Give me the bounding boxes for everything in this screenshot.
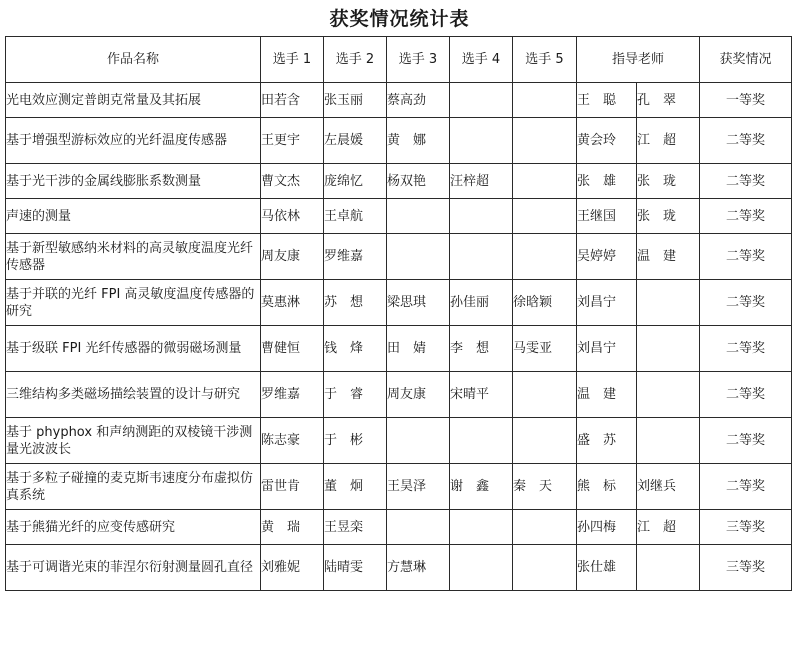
award-level: 二等奖 [700, 280, 792, 326]
table-row [6, 164, 792, 199]
student-4: 孙佳丽 [450, 280, 513, 326]
student-3 [387, 418, 450, 464]
award-level: 二等奖 [700, 372, 792, 418]
project-name: 三维结构多类磁场描绘装置的设计与研究 [6, 372, 261, 418]
student-4 [450, 418, 513, 464]
advisor-1: 王继国 [577, 199, 637, 234]
student-4: 李 想 [450, 326, 513, 372]
table-row [6, 118, 792, 164]
student-4: 宋晴平 [450, 372, 513, 418]
project-name: 基于增强型游标效应的光纤温度传感器 [6, 118, 261, 164]
award-level: 二等奖 [700, 199, 792, 234]
student-5: 徐晗颖 [513, 280, 577, 326]
advisor-1: 黄会玲 [577, 118, 637, 164]
advisor-2: 江 超 [637, 510, 700, 545]
student-1: 周友康 [261, 234, 324, 280]
header-student2: 选手 2 [324, 37, 387, 83]
header-student4: 选手 4 [450, 37, 513, 83]
student-2: 罗维嘉 [324, 234, 387, 280]
header-row [6, 37, 792, 83]
student-2: 王卓航 [324, 199, 387, 234]
student-5 [513, 510, 577, 545]
student-1: 王更宇 [261, 118, 324, 164]
student-3: 田 婧 [387, 326, 450, 372]
student-1: 曹健恒 [261, 326, 324, 372]
advisor-2 [637, 545, 700, 591]
advisor-1: 张仕雄 [577, 545, 637, 591]
table-row [6, 326, 792, 372]
student-3: 杨双艳 [387, 164, 450, 199]
award-level: 二等奖 [700, 118, 792, 164]
student-2: 钱 烽 [324, 326, 387, 372]
award-level: 二等奖 [700, 418, 792, 464]
header-project: 作品名称 [6, 37, 261, 83]
student-5 [513, 372, 577, 418]
student-5: 秦 天 [513, 464, 577, 510]
student-3: 王昊泽 [387, 464, 450, 510]
student-1: 刘雅妮 [261, 545, 324, 591]
advisor-1: 孙四梅 [577, 510, 637, 545]
header-student3: 选手 3 [387, 37, 450, 83]
student-2: 左晨媛 [324, 118, 387, 164]
advisor-1: 吴婷婷 [577, 234, 637, 280]
student-4 [450, 510, 513, 545]
student-3: 周友康 [387, 372, 450, 418]
advisor-1: 盛 苏 [577, 418, 637, 464]
student-2: 王昱栾 [324, 510, 387, 545]
student-5 [513, 545, 577, 591]
project-name: 基于 phyphox 和声纳测距的双棱镜干涉测量光波波长 [6, 418, 261, 464]
student-1: 罗维嘉 [261, 372, 324, 418]
advisor-2 [637, 326, 700, 372]
student-5 [513, 418, 577, 464]
student-5 [513, 234, 577, 280]
advisor-2: 温 建 [637, 234, 700, 280]
advisor-2 [637, 372, 700, 418]
page-title: 获奖情况统计表 [329, 8, 470, 30]
student-5: 马雯亚 [513, 326, 577, 372]
student-1: 黄 瑞 [261, 510, 324, 545]
advisor-2: 江 超 [637, 118, 700, 164]
table-row [6, 464, 792, 510]
header-advisor: 指导老师 [577, 37, 700, 83]
student-4: 汪梓超 [450, 164, 513, 199]
student-2: 苏 想 [324, 280, 387, 326]
student-2: 陆晴雯 [324, 545, 387, 591]
project-name: 基于光干涉的金属线膨胀系数测量 [6, 164, 261, 199]
student-3 [387, 510, 450, 545]
table-row [6, 234, 792, 280]
table-row [6, 280, 792, 326]
project-name: 声速的测量 [6, 199, 261, 234]
student-3: 蔡高劲 [387, 83, 450, 118]
advisor-1: 张 雄 [577, 164, 637, 199]
header-award: 获奖情况 [700, 37, 792, 83]
student-4 [450, 118, 513, 164]
student-5 [513, 83, 577, 118]
award-level: 二等奖 [700, 464, 792, 510]
student-4 [450, 234, 513, 280]
student-3 [387, 199, 450, 234]
student-4 [450, 545, 513, 591]
student-4 [450, 199, 513, 234]
award-level: 一等奖 [700, 83, 792, 118]
advisor-2: 张 珑 [637, 164, 700, 199]
project-name: 基于并联的光纤 FPI 高灵敏度温度传感器的研究 [6, 280, 261, 326]
student-2: 董 炯 [324, 464, 387, 510]
advisor-2: 张 珑 [637, 199, 700, 234]
project-name: 基于新型敏感纳米材料的高灵敏度温度光纤传感器 [6, 234, 261, 280]
student-1: 莫惠淋 [261, 280, 324, 326]
awards-table [5, 36, 792, 591]
project-name: 光电效应测定普朗克常量及其拓展 [6, 83, 261, 118]
student-5 [513, 118, 577, 164]
award-level: 三等奖 [700, 510, 792, 545]
advisor-1: 熊 标 [577, 464, 637, 510]
table-row [6, 83, 792, 118]
student-3: 黄 娜 [387, 118, 450, 164]
student-3: 梁思琪 [387, 280, 450, 326]
student-1: 陈志豪 [261, 418, 324, 464]
project-name: 基于级联 FPI 光纤传感器的微弱磁场测量 [6, 326, 261, 372]
advisor-1: 刘昌宁 [577, 326, 637, 372]
header-student5: 选手 5 [513, 37, 577, 83]
student-1: 马依林 [261, 199, 324, 234]
student-4 [450, 83, 513, 118]
advisor-2 [637, 418, 700, 464]
advisor-2: 孔 翠 [637, 83, 700, 118]
student-3: 方慧琳 [387, 545, 450, 591]
table-row [6, 545, 792, 591]
student-4: 谢 鑫 [450, 464, 513, 510]
advisor-1: 王 聪 [577, 83, 637, 118]
award-level: 二等奖 [700, 326, 792, 372]
header-student1: 选手 1 [261, 37, 324, 83]
advisor-2: 刘继兵 [637, 464, 700, 510]
student-5 [513, 199, 577, 234]
table-row [6, 510, 792, 545]
student-1: 雷世肯 [261, 464, 324, 510]
advisor-2 [637, 280, 700, 326]
advisor-1: 刘昌宁 [577, 280, 637, 326]
student-2: 庞绵忆 [324, 164, 387, 199]
table-row [6, 199, 792, 234]
table-row [6, 372, 792, 418]
student-2: 张玉丽 [324, 83, 387, 118]
student-1: 曹文杰 [261, 164, 324, 199]
student-5 [513, 164, 577, 199]
project-name: 基于可调谐光束的菲涅尔衍射测量圆孔直径 [6, 545, 261, 591]
award-level: 三等奖 [700, 545, 792, 591]
table-row [6, 418, 792, 464]
project-name: 基于多粒子碰撞的麦克斯韦速度分布虚拟仿真系统 [6, 464, 261, 510]
student-2: 于 彬 [324, 418, 387, 464]
project-name: 基于熊猫光纤的应变传感研究 [6, 510, 261, 545]
student-2: 于 睿 [324, 372, 387, 418]
student-1: 田若含 [261, 83, 324, 118]
award-level: 二等奖 [700, 234, 792, 280]
student-3 [387, 234, 450, 280]
advisor-1: 温 建 [577, 372, 637, 418]
award-level: 二等奖 [700, 164, 792, 199]
